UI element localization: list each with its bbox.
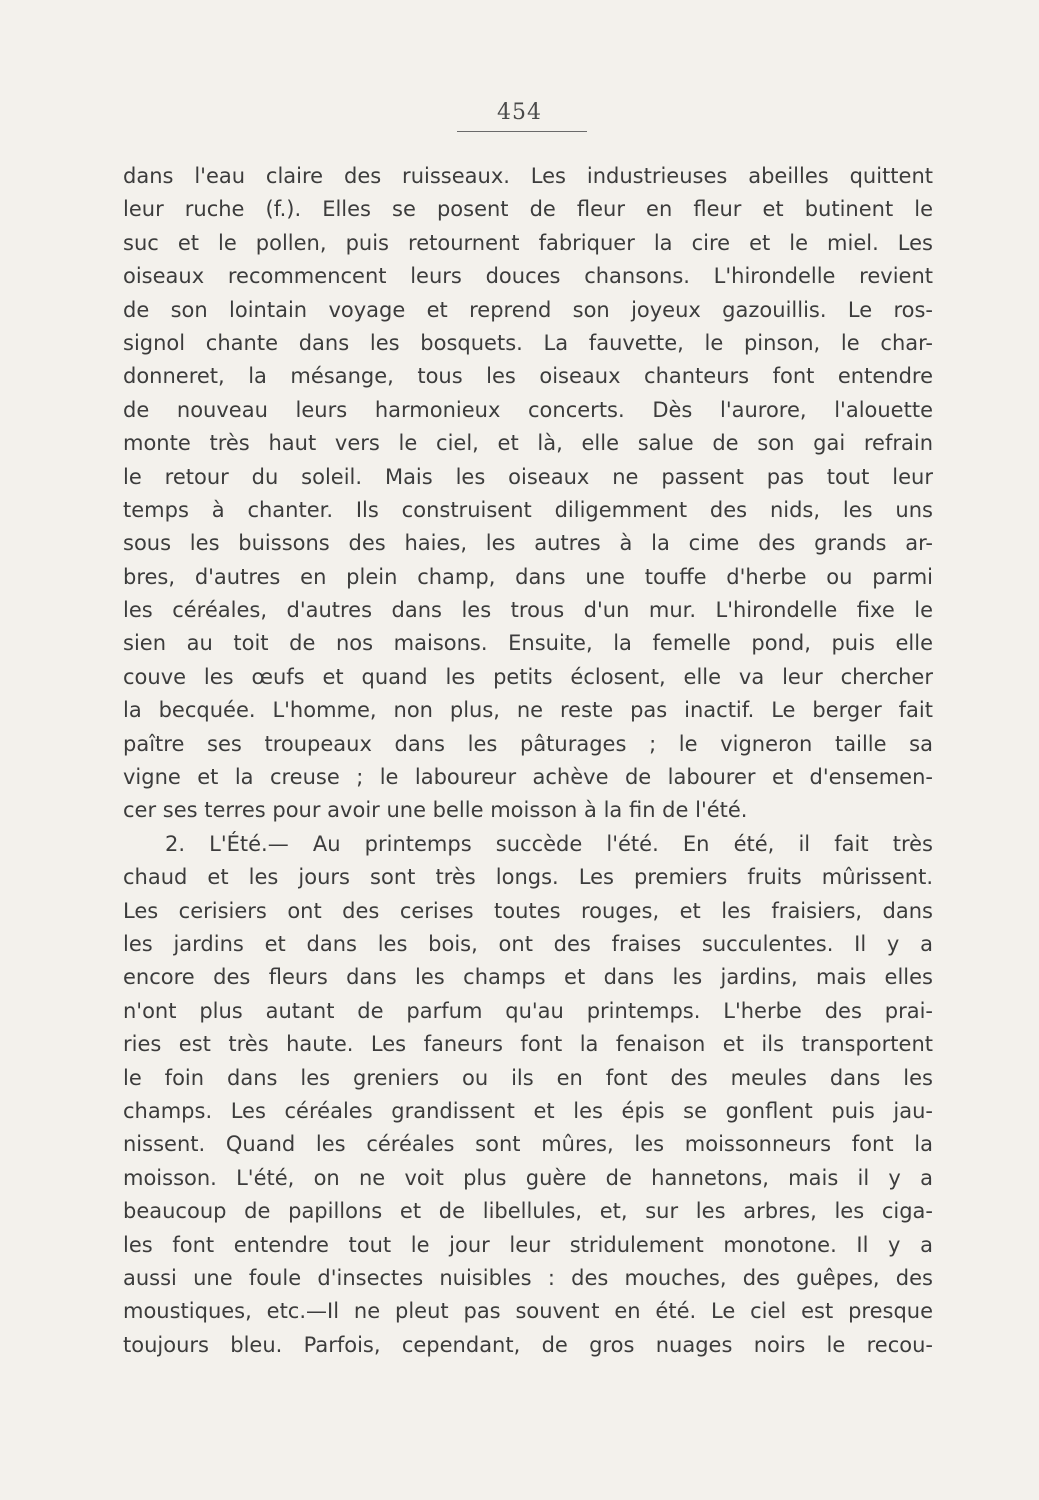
body-text [123, 160, 933, 1362]
text-line: temps à chanter. Ils construisent diligemment des nids, les uns [123, 497, 933, 522]
section-heading-line: 2. L'Été.— Au printemps succède l'été. En été, il fait très [165, 831, 933, 856]
text-line: aussi une foule d'insectes nuisibles : des mouches, des guêpes, des [123, 1265, 933, 1290]
text-line: leur ruche (f.). Elles se posent de fleur en fleur et butinent le [123, 197, 933, 222]
text-line: champs. Les céréales grandissent et les épis se gonflent puis jau- [123, 1098, 933, 1123]
text-line: ries est très haute. Les faneurs font la fenaison et ils transportent [123, 1032, 933, 1057]
header-rule [457, 131, 587, 132]
text-line: le retour du soleil. Mais les oiseaux ne passent pas tout leur [123, 464, 933, 489]
text-line: de nouveau leurs harmonieux concerts. Dès l'aurore, l'alouette [123, 397, 933, 422]
text-line: de son lointain voyage et reprend son joyeux gazouillis. Le ros- [123, 297, 933, 322]
text-line: sien au toit de nos maisons. Ensuite, la femelle pond, puis elle [123, 631, 933, 656]
text-line: n'ont plus autant de parfum qu'au printemps. L'herbe des prai- [123, 998, 933, 1023]
text-line: les font entendre tout le jour leur stridulement monotone. Il y a [123, 1232, 933, 1257]
text-line: chaud et les jours sont très longs. Les premiers fruits mûrissent. [123, 865, 933, 890]
text-line: suc et le pollen, puis retournent fabriquer la cire et le miel. Les [123, 230, 933, 255]
text-line: paître ses troupeaux dans les pâturages ; le vigneron taille sa [123, 731, 933, 756]
text-line: Les cerisiers ont des cerises toutes rouges, et les fraisiers, dans [123, 898, 933, 923]
text-line: bres, d'autres en plein champ, dans une touffe d'herbe ou parmi [123, 564, 933, 589]
text-line: donneret, la mésange, tous les oiseaux chanteurs font entendre [123, 364, 933, 389]
text-line: le foin dans les greniers ou ils en font des meules dans les [123, 1065, 933, 1090]
text-line: encore des fleurs dans les champs et dans les jardins, mais elles [123, 965, 933, 990]
text-line: nissent. Quand les céréales sont mûres, les moissonneurs font la [123, 1132, 933, 1157]
text-line: couve les œufs et quand les petits éclosent, elle va leur chercher [123, 664, 933, 689]
text-line: les céréales, d'autres dans les trous d'un mur. L'hirondelle fixe le [123, 598, 933, 623]
page-number: 454 [497, 100, 542, 125]
text-line: cer ses terres pour avoir une belle moisson à la fin de l'été. [123, 798, 748, 823]
text-line: beaucoup de papillons et de libellules, et, sur les arbres, les ciga- [123, 1199, 933, 1224]
text-line: toujours bleu. Parfois, cependant, de gros nuages noirs le recou- [123, 1332, 933, 1357]
text-line: dans l'eau claire des ruisseaux. Les industrieuses abeilles quittent [123, 164, 933, 188]
text-line: vigne et la creuse ; le laboureur achève de labourer et d'ensemen- [123, 765, 933, 790]
text-line: oiseaux recommencent leurs douces chansons. L'hirondelle revient [123, 264, 933, 289]
text-line: monte très haut vers le ciel, et là, elle salue de son gai refrain [123, 431, 933, 456]
text-line: sous les buissons des haies, les autres à la cime des grands ar- [123, 531, 933, 556]
text-line: les jardins et dans les bois, ont des fraises succulentes. Il y a [123, 931, 933, 956]
text-line: la becquée. L'homme, non plus, ne reste pas inactif. Le berger fait [123, 698, 933, 723]
text-line: moisson. L'été, on ne voit plus guère de hannetons, mais il y a [123, 1165, 933, 1190]
text-line: signol chante dans les bosquets. La fauvette, le pinson, le char- [123, 330, 933, 355]
text-line: moustiques, etc.—Il ne pleut pas souvent en été. Le ciel est presque [123, 1299, 933, 1324]
